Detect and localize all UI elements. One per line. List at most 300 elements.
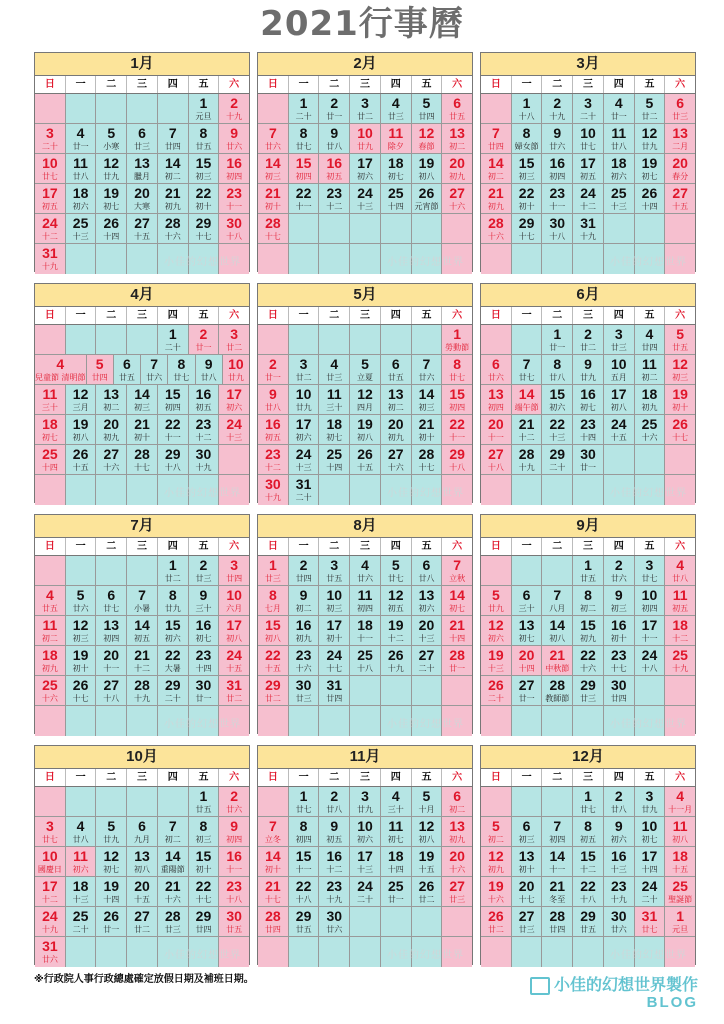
- day-number: 18: [641, 385, 658, 402]
- lunar-label: 初七: [387, 171, 404, 181]
- lunar-label: 大寒: [134, 201, 151, 211]
- lunar-label: 廿五: [195, 141, 212, 151]
- day-cell: [35, 154, 66, 184]
- day-number: 9: [553, 124, 562, 141]
- day-cell: [442, 124, 472, 154]
- lunar-label: 廿三: [387, 111, 404, 121]
- day-number: 10: [641, 586, 658, 603]
- day-cell: [127, 676, 158, 706]
- empty-cell: [604, 214, 635, 244]
- lunar-label: 初九: [487, 201, 504, 211]
- lunar-label: 十八: [487, 462, 504, 472]
- week-row: [35, 556, 249, 586]
- lunar-label: 廿一: [549, 342, 566, 352]
- day-number: 19: [357, 415, 373, 432]
- day-number: 17: [580, 154, 596, 171]
- day-cell: [542, 847, 573, 877]
- lunar-label: 初七: [326, 432, 343, 442]
- lunar-label: 十九: [610, 894, 627, 904]
- watermark: 小佳的幻想世界: [164, 257, 241, 268]
- day-cell: [289, 154, 320, 184]
- week-row: [35, 154, 249, 184]
- lunar-label: 廿六: [326, 924, 343, 934]
- day-cell: [573, 184, 604, 214]
- day-cell: [189, 94, 220, 124]
- lunar-label: 廿九: [103, 171, 120, 181]
- lunar-label: 廿一: [580, 462, 597, 472]
- day-number: 8: [199, 124, 208, 141]
- day-cell: [481, 616, 512, 646]
- lunar-label: 廿二: [226, 693, 243, 703]
- day-number: 29: [518, 214, 535, 231]
- weekday-label: 六: [229, 772, 240, 783]
- day-number: 12: [488, 847, 504, 864]
- day-number: 24: [295, 445, 312, 462]
- day-number: 1: [168, 325, 177, 342]
- empty-cell: [350, 907, 381, 937]
- day-cell: [189, 907, 220, 937]
- day-cell: [542, 817, 573, 847]
- lunar-label: 中秋節: [545, 663, 570, 673]
- day-number: 22: [580, 877, 596, 894]
- weekday-label: 日: [35, 307, 66, 324]
- empty-cell: [542, 706, 573, 736]
- weekday-label: 四: [381, 307, 412, 324]
- empty-cell: [573, 937, 604, 967]
- day-number: 18: [387, 154, 404, 171]
- brand-name: 小佳的幻想世界製作: [553, 975, 698, 994]
- empty-cell: [96, 325, 127, 355]
- day-number: 3: [645, 787, 654, 804]
- day-number: 9: [204, 355, 213, 372]
- lunar-label: 十七: [418, 462, 435, 472]
- day-cell: [412, 184, 443, 214]
- lunar-label: 初九: [387, 432, 404, 442]
- week-row: [481, 556, 695, 586]
- day-number: 2: [330, 787, 339, 804]
- day-number: 18: [42, 415, 58, 432]
- day-cell: [158, 847, 189, 877]
- day-cell: [604, 94, 635, 124]
- empty-cell: [512, 706, 543, 736]
- day-cell: [258, 445, 289, 475]
- lunar-label: 十四: [580, 432, 597, 442]
- day-number: 19: [672, 385, 688, 402]
- day-cell: [350, 616, 381, 646]
- day-number: 3: [361, 787, 369, 804]
- day-cell: [96, 154, 127, 184]
- empty-cell: [66, 94, 97, 124]
- day-cell: [258, 385, 289, 415]
- lunar-label: 十二: [518, 432, 535, 442]
- weekday-label: 六: [452, 772, 463, 783]
- lunar-label: 廿一: [103, 924, 120, 934]
- day-number: 24: [357, 184, 373, 201]
- day-cell: [219, 847, 249, 877]
- day-number: 25: [72, 907, 89, 924]
- empty-cell: [512, 556, 543, 586]
- weekday-header: [258, 76, 472, 94]
- lunar-label: 初八: [357, 432, 374, 442]
- empty-cell: [512, 244, 543, 274]
- day-cell: [635, 325, 666, 355]
- month-title: 6月: [481, 284, 695, 307]
- lunar-label: 廿六: [264, 141, 281, 151]
- month-title: 1月: [35, 53, 249, 76]
- day-number: 20: [387, 415, 404, 432]
- lunar-label: 重陽節: [160, 864, 185, 874]
- day-cell: [319, 586, 350, 616]
- lunar-label: 大暑: [164, 663, 181, 673]
- day-number: 7: [138, 586, 146, 603]
- day-cell: [158, 646, 189, 676]
- lunar-label: 廿九: [357, 804, 374, 814]
- lunar-label: 初五: [41, 201, 58, 211]
- month-days: [481, 556, 695, 736]
- day-cell: [189, 556, 220, 586]
- weekday-label: 五: [635, 769, 666, 786]
- day-cell: [381, 445, 412, 475]
- day-cell: [442, 586, 472, 616]
- day-number: 5: [391, 556, 400, 573]
- day-number: 24: [226, 415, 242, 432]
- day-number: 8: [584, 586, 592, 603]
- month-title: 8月: [258, 515, 472, 538]
- day-cell: [219, 586, 249, 616]
- weekday-label: 三: [573, 769, 604, 786]
- empty-cell: [635, 214, 666, 244]
- lunar-label: 初八: [610, 402, 627, 412]
- day-number: 31: [42, 245, 58, 261]
- empty-cell: [512, 937, 543, 967]
- day-cell: [258, 616, 289, 646]
- day-cell: [35, 847, 66, 877]
- lunar-label: 廿八: [610, 804, 627, 814]
- day-number: 2: [268, 355, 277, 372]
- day-cell: [512, 847, 543, 877]
- weekday-label: 二: [542, 538, 573, 555]
- day-number: 17: [42, 184, 58, 201]
- day-cell: [512, 214, 543, 244]
- day-number: 20: [449, 154, 465, 171]
- day-number: 13: [103, 385, 120, 402]
- day-cell: [258, 475, 289, 505]
- day-cell: [96, 124, 127, 154]
- lunar-label: 廿八: [200, 372, 217, 382]
- week-row: [35, 586, 249, 616]
- lunar-label: 十二: [580, 201, 597, 211]
- day-number: 11: [326, 385, 342, 402]
- weekday-label: 日: [481, 76, 512, 93]
- lunar-label: 十一: [549, 864, 566, 874]
- day-cell: [319, 646, 350, 676]
- day-cell: [127, 415, 158, 445]
- lunar-label: 廿六: [418, 372, 435, 382]
- day-number: 24: [42, 214, 58, 231]
- day-cell: [635, 817, 666, 847]
- lunar-label: 廿二: [418, 894, 435, 904]
- day-cell: [635, 184, 666, 214]
- lunar-label: 廿九: [357, 141, 374, 151]
- day-number: 25: [672, 877, 688, 894]
- empty-cell: [158, 94, 189, 124]
- day-cell: [219, 415, 249, 445]
- day-number: 22: [580, 646, 596, 663]
- day-number: 15: [164, 385, 181, 402]
- lunar-label: 十六: [164, 231, 181, 241]
- lunar-label: 十二: [326, 864, 343, 874]
- weekday-label: 六: [675, 541, 686, 552]
- day-number: 30: [610, 907, 627, 924]
- day-number: 25: [42, 445, 58, 462]
- day-number: 4: [330, 355, 339, 372]
- day-cell: [189, 616, 220, 646]
- lunar-label: 初四: [164, 402, 181, 412]
- weekday-label: 一: [66, 538, 97, 555]
- empty-cell: [96, 475, 127, 505]
- weekday-label: 三: [127, 76, 158, 93]
- lunar-label: 廿四: [295, 573, 312, 583]
- lunar-label: 初八: [72, 432, 89, 442]
- day-number: 11: [42, 616, 58, 633]
- day-cell: [381, 877, 412, 907]
- lunar-label: 二十: [295, 111, 312, 121]
- day-cell: [66, 676, 97, 706]
- day-number: 1: [199, 787, 208, 804]
- lunar-label: 初二: [449, 804, 466, 814]
- day-number: 25: [672, 646, 688, 663]
- day-number: 30: [580, 445, 596, 462]
- day-cell: [350, 646, 381, 676]
- day-number: 21: [134, 415, 150, 432]
- day-number: 13: [518, 847, 535, 864]
- lunar-label: 十七: [518, 231, 535, 241]
- lunar-label: 廿五: [580, 924, 597, 934]
- day-number: 28: [549, 907, 566, 924]
- week-row: [481, 124, 695, 154]
- day-number: 23: [265, 445, 281, 462]
- lunar-label: 初九: [103, 432, 120, 442]
- day-number: 28: [134, 676, 150, 693]
- lunar-label: 廿九: [295, 402, 312, 412]
- day-number: 3: [45, 817, 54, 834]
- lunar-label: 二十: [295, 493, 312, 502]
- lunar-label: 十八: [518, 111, 535, 121]
- day-number: 17: [610, 385, 627, 402]
- day-cell: [87, 355, 114, 385]
- day-cell: [96, 586, 127, 616]
- weekday-label: 五: [635, 307, 666, 324]
- day-number: 15: [580, 847, 596, 864]
- day-number: 19: [488, 646, 504, 663]
- day-number: 6: [453, 787, 462, 804]
- day-cell: [258, 184, 289, 214]
- day-number: 31: [326, 676, 343, 693]
- day-cell: [219, 817, 249, 847]
- week-row: [481, 154, 695, 184]
- day-cell: [219, 154, 249, 184]
- day-cell: [289, 385, 320, 415]
- day-number: 22: [195, 184, 212, 201]
- day-number: 23: [195, 646, 212, 663]
- lunar-label: 初九: [580, 633, 597, 643]
- week-row: [481, 586, 695, 616]
- watermark: 小佳的幻想世界: [164, 719, 241, 730]
- weekday-label: 一: [66, 307, 97, 324]
- week-row: [35, 214, 249, 244]
- day-cell: [512, 355, 543, 385]
- week-row: [481, 676, 695, 706]
- day-number: 14: [549, 616, 566, 633]
- day-number: 10: [228, 355, 244, 372]
- day-number: 13: [672, 124, 688, 141]
- day-number: 18: [42, 646, 58, 663]
- day-number: 6: [138, 817, 146, 834]
- lunar-label: 小暑: [134, 603, 151, 613]
- lunar-label: 三十: [518, 603, 535, 613]
- day-cell: [127, 445, 158, 475]
- lunar-label: 十二: [672, 633, 689, 643]
- lunar-label: 廿八: [326, 804, 343, 814]
- lunar-label: 初二: [295, 603, 312, 613]
- day-number: 24: [226, 646, 242, 663]
- day-number: 19: [418, 154, 435, 171]
- day-number: 24: [357, 877, 373, 894]
- weekday-label: 六: [675, 772, 686, 783]
- day-number: 12: [103, 154, 120, 171]
- month-days: [258, 94, 472, 274]
- lunar-label: 十四: [387, 864, 404, 874]
- day-number: 1: [168, 556, 177, 573]
- day-cell: [481, 676, 512, 706]
- lunar-label: 廿七: [41, 171, 58, 181]
- month-days: [258, 325, 472, 505]
- weekday-label: 一: [289, 307, 320, 324]
- lunar-label: 廿六: [610, 573, 627, 583]
- day-cell: [604, 907, 635, 937]
- day-cell: [168, 355, 195, 385]
- day-cell: [96, 877, 127, 907]
- empty-cell: [512, 475, 543, 505]
- day-cell: [381, 184, 412, 214]
- day-number: 22: [518, 184, 535, 201]
- lunar-label: 初四: [549, 171, 566, 181]
- day-cell: [127, 907, 158, 937]
- lunar-label: 元旦: [195, 111, 212, 121]
- day-number: 4: [676, 787, 685, 804]
- lunar-label: 初十: [264, 864, 281, 874]
- day-number: 28: [549, 676, 566, 693]
- day-number: 9: [268, 385, 277, 402]
- day-cell: [66, 847, 97, 877]
- day-cell: [442, 94, 472, 124]
- day-number: 23: [549, 184, 566, 201]
- empty-cell: [381, 676, 412, 706]
- weekday-label: 四: [381, 769, 412, 786]
- lunar-label: 初十: [326, 633, 343, 643]
- day-cell: [665, 586, 695, 616]
- day-number: 11: [388, 817, 404, 834]
- lunar-label: 初七: [449, 603, 466, 613]
- day-cell: [289, 184, 320, 214]
- lunar-label: 十八: [103, 693, 120, 703]
- day-number: 25: [641, 415, 658, 432]
- day-cell: [542, 676, 573, 706]
- lunar-label: 十二: [264, 462, 281, 472]
- day-number: 29: [449, 445, 465, 462]
- lunar-label: 十九: [387, 663, 404, 673]
- lunar-label: 立夏: [357, 372, 374, 382]
- day-number: 4: [361, 556, 369, 573]
- day-number: 8: [522, 124, 531, 141]
- day-cell: [66, 616, 97, 646]
- lunar-label: 十三: [549, 432, 566, 442]
- day-number: 26: [72, 676, 89, 693]
- lunar-label: 十八: [449, 462, 466, 472]
- week-row: [258, 586, 472, 616]
- day-number: 13: [103, 616, 120, 633]
- day-cell: [573, 586, 604, 616]
- lunar-label: 十八: [164, 462, 181, 472]
- weekday-label: 二: [319, 76, 350, 93]
- watermark: 小佳的幻想世界: [164, 488, 241, 499]
- day-cell: [635, 877, 666, 907]
- lunar-label: 廿四: [610, 693, 627, 703]
- lunar-label: 初八: [264, 633, 281, 643]
- lunar-label: 十二: [134, 663, 151, 673]
- day-cell: [66, 214, 97, 244]
- week-row: [35, 907, 249, 937]
- day-number: 9: [299, 586, 308, 603]
- day-cell: [66, 415, 97, 445]
- day-cell: [350, 586, 381, 616]
- lunar-label: 廿四: [487, 141, 504, 151]
- empty-cell: [258, 325, 289, 355]
- day-number: 16: [265, 415, 281, 432]
- empty-cell: [604, 445, 635, 475]
- weekday-header: [258, 538, 472, 556]
- day-number: 20: [518, 877, 535, 894]
- day-number: 5: [107, 124, 116, 141]
- week-row: [481, 907, 695, 937]
- empty-cell: [127, 325, 158, 355]
- weekday-label: 日: [35, 76, 66, 93]
- day-cell: [96, 214, 127, 244]
- day-number: 13: [449, 124, 465, 141]
- day-number: 2: [199, 325, 208, 342]
- day-number: 10: [610, 355, 627, 372]
- day-cell: [158, 817, 189, 847]
- week-row: [258, 676, 472, 706]
- empty-cell: [258, 244, 289, 274]
- day-cell: [412, 355, 443, 385]
- lunar-label: 初四: [226, 171, 243, 181]
- day-cell: [412, 646, 443, 676]
- day-number: 10: [326, 586, 343, 603]
- day-number: 6: [138, 124, 146, 141]
- lunar-label: 廿五: [672, 342, 689, 352]
- weekday-label: 六: [229, 79, 240, 90]
- lunar-label: 二十: [164, 693, 181, 703]
- day-cell: [35, 817, 66, 847]
- day-cell: [573, 325, 604, 355]
- day-cell: [319, 556, 350, 586]
- lunar-label: 初七: [103, 864, 120, 874]
- lunar-label: 廿七: [580, 804, 597, 814]
- day-cell: [96, 616, 127, 646]
- lunar-label: 婦女節: [514, 141, 539, 151]
- day-cell: [604, 847, 635, 877]
